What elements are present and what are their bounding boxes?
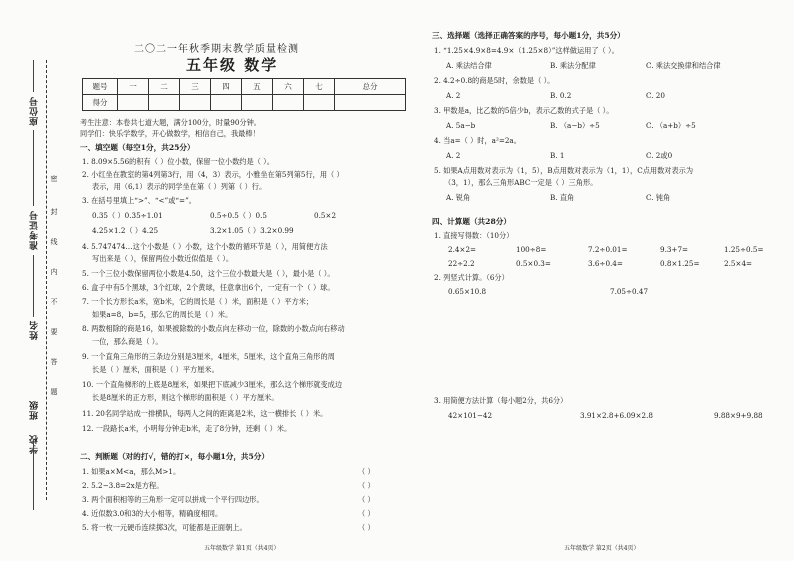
page-footer: 五年级数学 第1页（共4页） [204,545,280,552]
option[interactable]: B. 1 [550,151,565,160]
seal-line [46,60,47,500]
exam-note: 同学们：快乐学数学，开心做数学，相信自己，我最棒！ [80,129,260,138]
score-header: 题号 [83,79,118,95]
score-cell[interactable] [180,95,211,111]
score-cell[interactable] [118,95,149,111]
question-text: 0.5×2 [314,211,337,220]
seal-char: 密 [50,175,58,182]
name-line [33,255,34,317]
calc-item: 0.8×1.25= [660,259,700,268]
question-text: 6. 盒子中有5个黑球，3个红球，2个黄球，任意拿出6个，一定有一个（ ）球。 [82,283,335,292]
question-text: 4.25×1.2（ ）4.25 [92,226,159,235]
question-text: 5. 如果A点用数对表示为（1，5），B点用数对表示为（1，1），C点用数对表示为 [434,166,694,175]
exam-subject: 五年级 数学 [186,56,279,74]
calc-item: 1.25÷0.5= [724,245,764,254]
question-text: 1. 8.09×5.56的积有（ ）位小数，保留一位小数约是（ ）。 [82,157,274,166]
option[interactable]: B. （a−b）÷5 [550,121,600,130]
page-footer: 五年级数学 第2页（共4页） [564,545,640,552]
question-text: 1. “1.25×4.9×8=4.9×（1.25×8）”这样做运用了（ ）。 [434,46,619,55]
question-text: 3. 在括号里填上“>”、“<”或“=”。 [82,196,196,205]
question-text: 3.2×1.05（ ）3.2×0.99 [210,226,294,235]
seal-char: 题 [50,388,58,395]
school-line [33,440,34,510]
calc-item: 42×101−42 [448,411,493,420]
score-cell[interactable] [304,95,335,111]
section-heading: 三、选择题（选择正确答案的序号，每小题1分，共5分） [432,31,625,40]
option[interactable]: A. 5a−b [446,121,476,130]
calc-item: 2.5×4= [724,259,753,268]
score-table [82,78,406,111]
option[interactable]: A. 2 [446,91,461,100]
score-cell[interactable] [335,95,406,111]
question-text: 5. 一个三位小数保留两位小数是4.50，这个三位小数最大是（ ），最小是（ ）。 [82,269,335,278]
calc-item: 100÷8= [516,245,547,254]
exam-title: 二〇二一年秋季期末教学质量检测 [134,44,299,55]
calc-item: 7.05÷0.47 [610,287,649,296]
calc-item: 22÷2.2 [448,259,475,268]
school-label: 学校 [30,434,40,454]
score-header: 七 [304,79,335,95]
judge-item: 2. 5.2−3.8=2x是方程。 [82,481,164,490]
question-text: 长是8厘米的正方形，则这个梯形的面积是（ ）平方厘米。 [92,393,279,402]
answer-paren[interactable]: （ ） [358,495,375,504]
calc-item: 3.91×2.8+6.09×2.8 [580,411,653,420]
judge-item: 4. 近似数3.0和3的大小相等，精确度相同。 [82,509,223,518]
question-text: 表示，用（6,1）表示的同学坐在第（ ）列第（ ）行。 [92,182,267,191]
option[interactable]: C. 20 [646,91,665,100]
question-text: 12. 一段路长a米，小明每分钟走b米，走了8分钟，还剩（ ）米。 [82,424,292,433]
calc-item: 9.3+7= [660,245,689,254]
question-text: 3. 用简便方法计算（每小题2分，共6分） [434,396,568,405]
exam-note: 考生注意：本卷共七道大题，满分100分，时量90分钟。 [80,118,261,127]
section-heading: 四、计算题（共28分） [432,217,511,226]
question-text: 2. 列竖式计算。（6分） [434,273,509,282]
question-text: 7. 一个长方形长a米，宽b米，它的周长是（ ）米，面积是（ ）平方米； [82,297,314,306]
score-cell[interactable] [242,95,273,111]
score-header: 总分 [335,79,406,95]
score-header: 三 [180,79,211,95]
seal-char: 不 [50,298,58,305]
name-label: 姓名 [30,320,40,340]
judge-item: 1. 如果a×M<a，那么M>1。 [82,467,181,476]
seal-char: 封 [50,208,58,215]
question-text: 8. 两数相除的商是16，如果被除数的小数点向左移动一位，除数的小数点向右移动 [82,324,345,333]
question-text: 一位，那么商是（ ）。 [92,337,163,346]
calc-item: 0.65×10.8 [448,287,487,296]
calc-item: 9.88×9+9.88 [714,411,763,420]
section-heading: 二、判断题（对的打√，错的打×，每小题1分，共5分） [80,452,269,461]
score-header: 五 [242,79,273,95]
answer-paren[interactable]: （ ） [358,509,375,518]
score-header: 一 [118,79,149,95]
option[interactable]: B. 0.2 [550,91,572,100]
answer-paren[interactable]: （ ） [358,523,375,532]
seat-number-line [33,60,34,92]
score-cell[interactable] [273,95,304,111]
question-text: 如果a=8，b=5，那么它的周长是（ ）米。 [92,310,233,319]
question-text: 长是（ ）厘米，面积是（ ）平方厘米。 [92,365,219,374]
binding-strip [0,0,68,561]
page-1 [74,0,410,561]
judge-item: 5. 将一枚一元硬币连续掷3次，可能都是正面朝上。 [82,523,247,532]
question-text: 2. 小红坐在教室的第4列第3行，用（4，3）表示，小雅坐在第5列第5行，用（ ） [82,170,344,179]
question-text: 0.5÷0.5（ ）0.5 [210,211,267,220]
question-text: （3，1），那么三角形ABC一定是（ ）三角形。 [444,178,598,187]
calc-item: 2.4×2= [448,245,477,254]
option[interactable]: A. 锐角 [446,193,471,202]
score-cell[interactable] [211,95,242,111]
judge-item: 3. 两个面积相等的三角形一定可以拼成一个平行四边形。 [82,495,264,504]
seal-char: 线 [50,238,58,245]
calc-item: 0.5×0.3= [516,259,551,268]
section-heading: 一、填空题（每空1分，共25分） [80,143,195,152]
option[interactable]: C. 钝角 [646,193,671,202]
question-text: 4. 5.747474…这个小数是（ ）小数，这个小数的循环节是（ ），用简便方法 [82,242,328,251]
score-header: 六 [273,79,304,95]
option[interactable]: C. 乘法交换律和结合律 [646,61,721,70]
question-text: 写出来是（ ），保留两位小数近似值是（ ）。 [92,254,234,263]
question-text: 1. 直接写得数：（10分） [434,231,514,240]
question-text: 4. 当a=（ ）时，a²=2a。 [434,136,521,145]
score-header: 四 [211,79,242,95]
exam-number-line [33,130,34,206]
class-label: 班级 [30,400,40,420]
answer-paren[interactable]: （ ） [358,481,375,490]
option[interactable]: B. 乘法分配律 [550,61,596,70]
score-cell[interactable] [149,95,180,111]
question-text: 10. 一个直角梯形的上底是8厘米，如果把下底减少3厘米，那么这个梯形就变成边 [82,380,343,389]
question-text: 0.35（ ）0.35÷1.01 [92,211,163,220]
answer-paren[interactable]: （ ） [358,467,375,476]
option[interactable]: A. 乘法结合律 [446,61,492,70]
seal-char: 要 [50,328,58,335]
exam-number-label: 准考证号 [30,210,40,250]
option[interactable]: C. （a+b）÷5 [646,121,696,130]
question-text: 2. 4.2÷0.8的商是5时，余数是（ ）。 [434,76,555,85]
question-text: 11. 20名同学站成一排横队，每两人之间的距离是2米，这一横排长（ ）米。 [82,409,328,418]
calc-item: 7.2÷0.01= [588,245,628,254]
option[interactable]: C. 2或0 [646,151,673,160]
seat-number-label: 座位号 [30,96,40,126]
calc-item: 3.6÷0.4= [588,259,623,268]
question-text: 3. 甲数是a，比乙数的5倍少b，表示乙数的式子是（ ）。 [434,106,614,115]
page-2 [428,0,783,561]
option[interactable]: A. 2 [446,151,461,160]
option[interactable]: B. 直角 [550,193,575,202]
seal-char: 内 [50,268,58,275]
seal-char: 答 [50,358,58,365]
score-header: 二 [149,79,180,95]
question-text: 9. 一个直角三角形的三条边分别是3厘米，4厘米，5厘米，这个直角三角形的周 [82,352,335,361]
score-row-label: 得分 [83,95,118,111]
